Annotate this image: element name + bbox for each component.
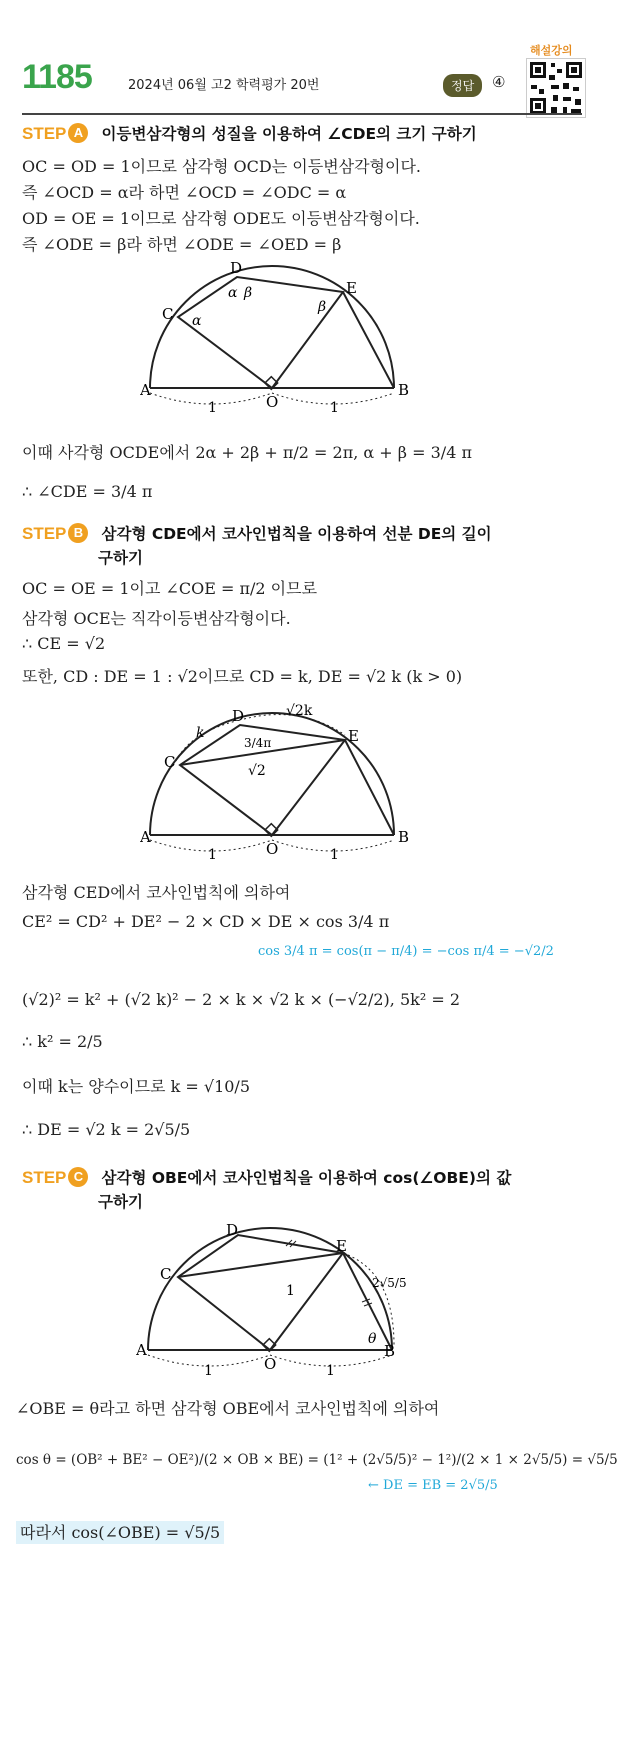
step-b-formula-3: ∴ k² = 2/5	[22, 1032, 103, 1051]
label-D: D	[230, 259, 243, 277]
label-O: O	[266, 840, 279, 858]
diagram-semicircle-2	[140, 695, 420, 865]
step-a-conclusion: ∴ ∠CDE = 3/4 π	[22, 482, 153, 501]
step-b-line-3: ∴ CE = √2	[22, 634, 106, 653]
step-b-line-4: 또한, CD : DE = 1 : √2이므로 CD = k, DE = √2 k (k > 0)	[22, 667, 463, 686]
label-C: C	[160, 1265, 172, 1283]
label-A: A	[136, 1341, 147, 1359]
label-k: k	[196, 725, 205, 741]
step-c-tag: STEP C	[22, 1168, 88, 1187]
label-root2k: √2k	[286, 703, 313, 719]
step-b-header	[22, 522, 492, 544]
label-C: C	[162, 305, 174, 323]
step-b-formula-1: CE² = CD² + DE² − 2 × CD × DE × cos 3/4 π	[22, 912, 390, 931]
step-a-line-4: 즉 ∠ODE = β라 하면 ∠ODE = ∠OED = β	[22, 235, 342, 254]
step-a-title: 이등변삼각형의 성질을 이용하여 ∠CDE의 크기 구하기	[101, 125, 477, 143]
label-1-left: 1	[204, 1363, 213, 1379]
label-alpha-c: α	[192, 313, 202, 329]
diagram-semicircle-1	[140, 255, 420, 425]
step-b-formula-5: ∴ DE = √2 k = 2√5/5	[22, 1120, 191, 1139]
label-theta: θ	[368, 1331, 377, 1347]
label-beta-e: β	[318, 299, 327, 315]
label-angle-34pi: 3/4π	[244, 736, 272, 750]
step-b-formula-2: (√2)² = k² + (√2 k)² − 2 × k × √2 k × (−√2/2), 5k² = 2	[22, 990, 460, 1009]
step-c-final-highlight: 따라서 cos(∠OBE) = √5/5	[16, 1521, 224, 1544]
answer-value: ④	[492, 73, 506, 91]
step-a-tag: STEP A	[22, 124, 88, 143]
label-root2: √2	[248, 763, 266, 779]
label-D: D	[232, 707, 245, 725]
label-length-eb: 2√5/5	[372, 1276, 407, 1290]
step-c-final	[16, 1520, 224, 1543]
label-1-left: 1	[208, 847, 217, 863]
problem-number: 1185	[22, 58, 92, 96]
step-a-line-3: OD = OE = 1이므로 삼각형 ODE도 이등변삼각형이다.	[22, 209, 420, 228]
label-1-right: 1	[330, 400, 339, 416]
header-rule	[22, 113, 582, 115]
label-1-left: 1	[208, 400, 217, 416]
step-c-line-1: ∠OBE = θ라고 하면 삼각형 OBE에서 코사인법칙에 의하여	[16, 1399, 440, 1418]
step-b-cosine-intro: 삼각형 CED에서 코사인법칙에 의하여	[22, 883, 291, 902]
label-1-right: 1	[330, 847, 339, 863]
step-c-title-2: 구하기	[98, 1193, 143, 1211]
label-B: B	[398, 828, 410, 846]
label-B: B	[384, 1342, 396, 1360]
answer-badge: 정답	[443, 74, 482, 97]
label-1-right: 1	[326, 1363, 335, 1379]
label-B: B	[398, 381, 410, 399]
label-1-oe: 1	[286, 1283, 295, 1299]
step-a-quad-sum: 이때 사각형 OCDE에서 2α + 2β + π/2 = 2π, α + β = 3/4 π	[22, 443, 472, 462]
label-A: A	[140, 828, 151, 846]
qr-code[interactable]	[526, 58, 586, 118]
step-c-title-1: 삼각형 OBE에서 코사인법칙을 이용하여 cos(∠OBE)의 값	[101, 1169, 512, 1187]
step-c-cos-formula: cos θ = (OB² + BE² − OE²)/(2 × OB × BE) = (1² + (2√5/5)² − 1²)/(2 × 1 × 2√5/5) = √5/5	[16, 1452, 618, 1468]
problem-source: 2024년 06월 고2 학력평가 20번	[128, 78, 320, 93]
step-b-title-2: 구하기	[98, 549, 143, 567]
step-b-note: cos 3/4 π = cos(π − π/4) = −cos π/4 = −√2/2	[258, 944, 554, 959]
label-E: E	[336, 1237, 347, 1255]
label-O: O	[266, 393, 279, 411]
step-b-tag: STEP B	[22, 524, 88, 543]
label-O: O	[264, 1355, 277, 1373]
step-a-line-1: OC = OD = 1이므로 삼각형 OCD는 이등변삼각형이다.	[22, 157, 422, 176]
step-b-line-1: OC = OE = 1이고 ∠COE = π/2 이므로	[22, 579, 318, 598]
step-c-note: ← DE = EB = 2√5/5	[368, 1478, 498, 1493]
step-b-line-2: 삼각형 OCE는 직각이등변삼각형이다.	[22, 609, 291, 628]
step-a-header	[22, 122, 477, 144]
step-b-title-1: 삼각형 CDE에서 코사인법칙을 이용하여 선분 DE의 길이	[101, 525, 492, 543]
diagram-semicircle-3	[136, 1215, 426, 1385]
label-E: E	[348, 727, 359, 745]
step-c-header	[22, 1166, 511, 1188]
label-E: E	[346, 279, 357, 297]
label-alpha-d: α	[228, 285, 238, 301]
label-A: A	[140, 381, 151, 399]
step-b-formula-4: 이때 k는 양수이므로 k = √10/5	[22, 1077, 250, 1096]
label-D: D	[226, 1221, 239, 1239]
label-beta-d: β	[244, 285, 253, 301]
step-a-line-2: 즉 ∠OCD = α라 하면 ∠OCD = ∠ODC = α	[22, 183, 347, 202]
qr-label: 해설강의	[530, 44, 573, 57]
label-C: C	[164, 753, 176, 771]
